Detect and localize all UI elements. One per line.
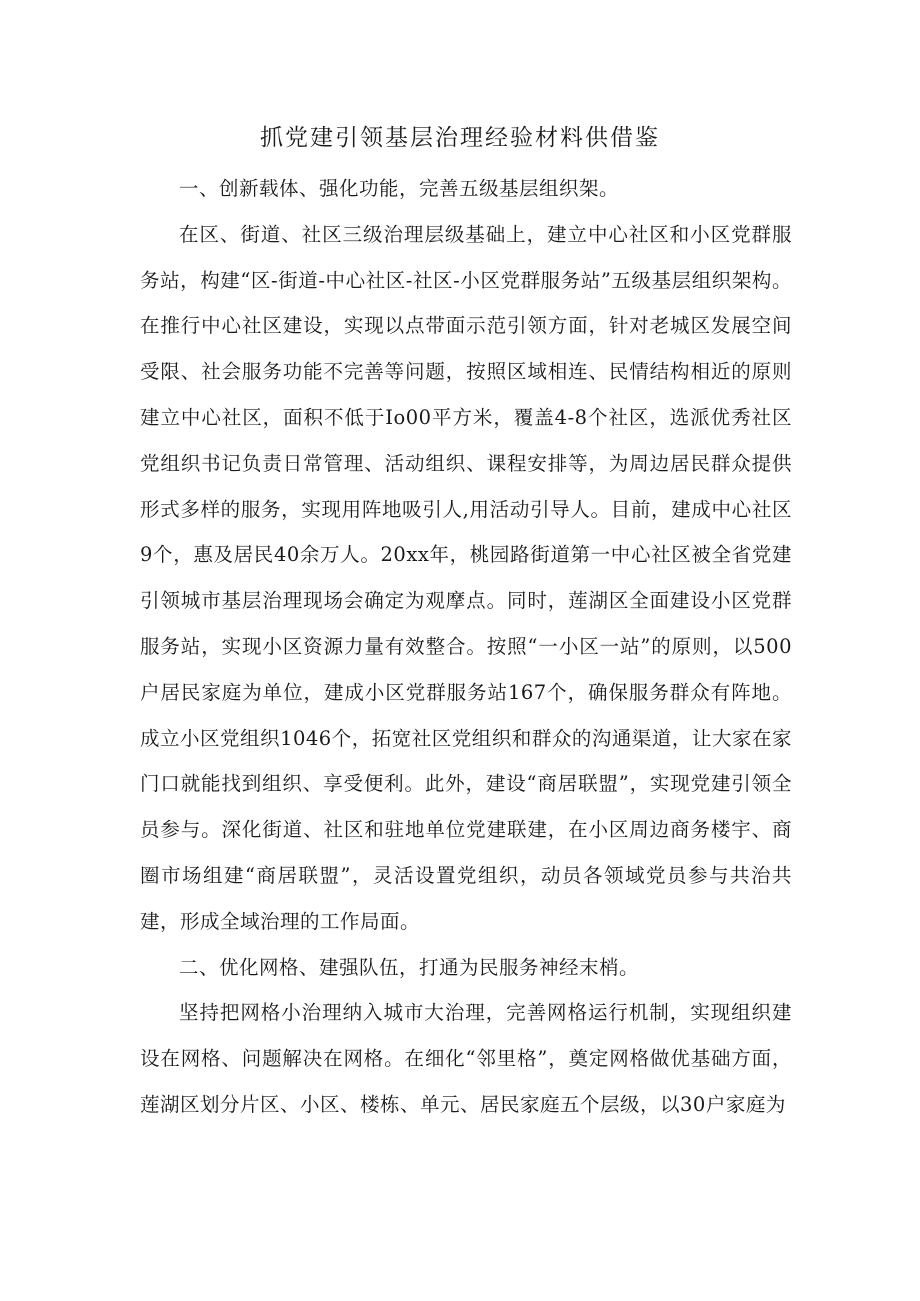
section-paragraph-2: 坚持把网格小治理纳入城市大治理，完善网格运行机制，实现组织建设在网格、问题解决在网格。在细化“邻里格”，奠定网格做优基础方面，莲湖区划分片区、小区、楼栋、单元、居民家庭五个层级，以30户家庭为 bbox=[140, 1001, 792, 1116]
section-paragraph-1: 在区、街道、社区三级治理层级基础上，建立中心社区和小区党群服务站，构建“区-街道-中心社区-社区-小区党群服务站”五级基层组织架构。在推行中心社区建设，实现以点带面示范引领方面，针对老城区发展空间受限、社会服务功能不完善等问题，按照区域相连、民情结构相近的原则建立中心社区，面积不低于Io00平方米，覆盖4-8个社区，选派优秀社区党组织书记负责日常管理、活动组织、课程安排等，为周边居民群众提供形式多样的服务，实现用阵地吸引人,用活动引导人。目前，建成中心社区9个，惠及居民40余万人。20xx年，桃园路街道第一中心社区被全省党建引领城市基层治理现场会确定为观摩点。同时，莲湖区全面建设小区党群服务站，实现小区资源力量有效整合。按照“一小区一站”的原则，以500户居民家庭为单位，建成小区党群服务站167个，确保服务群众有阵地。成立小区党组织1046个，拓宽社区党组织和群众的沟通渠道，让大家在家门口就能找到组织、享受便利。此外，建设“商居联盟”，实现党建引领全员参与。深化街道、社区和驻地单位党建联建，在小区周边商务楼宇、商圈市场组建“商居联盟”，灵活设置党组织，动员各领域党员参与共治共建，形成全域治理的工作局面。 bbox=[140, 222, 792, 933]
section-heading-1: 一、创新载体、强化功能，完善五级基层组织架。 bbox=[179, 177, 620, 200]
section-heading-2: 二、优化网格、建强队伍，打通为民服务神经末梢。 bbox=[179, 955, 640, 979]
document-title: 抓党建引领基层治理经验材料供借鉴 bbox=[260, 125, 660, 151]
document-body bbox=[140, 166, 792, 1128]
